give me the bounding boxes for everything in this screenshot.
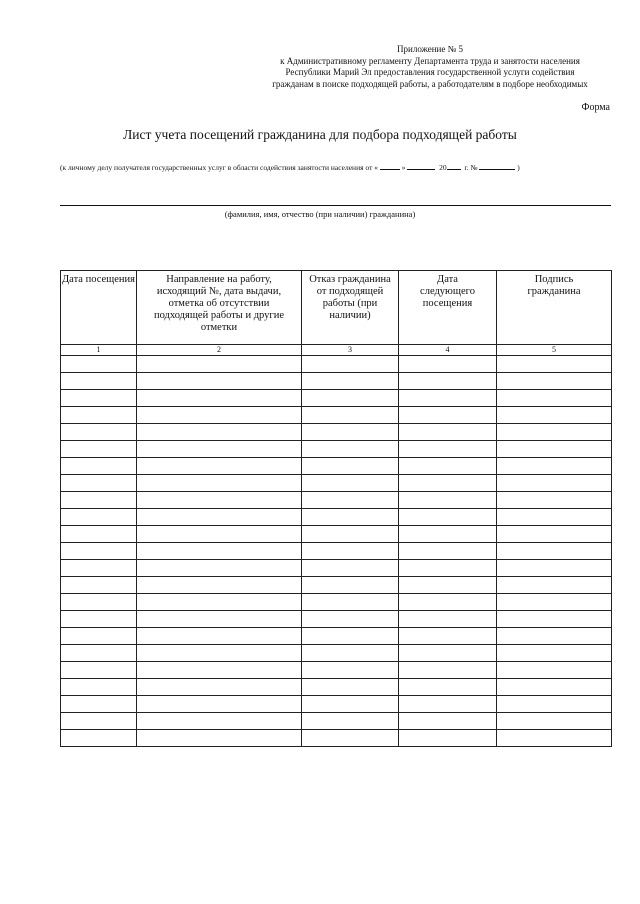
table-cell[interactable] — [399, 611, 497, 628]
table-row — [61, 730, 612, 747]
table-row — [61, 492, 612, 509]
table-cell[interactable] — [399, 679, 497, 696]
table-cell[interactable] — [497, 679, 612, 696]
table-cell[interactable] — [137, 730, 302, 747]
table-cell[interactable] — [61, 407, 137, 424]
table-cell[interactable] — [137, 492, 302, 509]
table-cell[interactable] — [302, 407, 399, 424]
table-cell[interactable] — [302, 628, 399, 645]
table-cell[interactable] — [61, 526, 137, 543]
table-cell[interactable] — [497, 407, 612, 424]
table-cell[interactable] — [497, 594, 612, 611]
table-cell[interactable] — [497, 441, 612, 458]
month-blank[interactable] — [407, 161, 435, 170]
table-cell[interactable] — [497, 424, 612, 441]
table-cell[interactable] — [399, 475, 497, 492]
header-next-visit: Дата следующего посещения — [399, 271, 497, 345]
table-cell[interactable] — [137, 594, 302, 611]
table-cell[interactable] — [302, 509, 399, 526]
table-cell[interactable] — [61, 628, 137, 645]
table-cell[interactable] — [497, 509, 612, 526]
table-cell[interactable] — [137, 628, 302, 645]
table-cell[interactable] — [399, 713, 497, 730]
table-cell[interactable] — [302, 424, 399, 441]
table-cell[interactable] — [137, 458, 302, 475]
table-cell[interactable] — [302, 577, 399, 594]
table-cell[interactable] — [61, 679, 137, 696]
table-cell[interactable] — [399, 577, 497, 594]
table-cell[interactable] — [497, 560, 612, 577]
column-number: 5 — [497, 345, 612, 356]
table-cell[interactable] — [497, 543, 612, 560]
table-cell[interactable] — [399, 645, 497, 662]
table-row — [61, 526, 612, 543]
table-cell[interactable] — [302, 543, 399, 560]
document-title: Лист учета посещений гражданина для подбора подходящей работы — [123, 127, 517, 142]
document-subtitle — [60, 161, 520, 172]
table-cell[interactable] — [399, 407, 497, 424]
table-cell[interactable] — [399, 526, 497, 543]
table-row — [61, 645, 612, 662]
table-cell[interactable] — [302, 611, 399, 628]
table-cell[interactable] — [399, 509, 497, 526]
appendix-block — [250, 44, 610, 90]
table-cell[interactable] — [137, 696, 302, 713]
table-row — [61, 356, 612, 373]
table-row — [61, 679, 612, 696]
table-cell[interactable] — [61, 424, 137, 441]
table-cell[interactable] — [497, 475, 612, 492]
table-cell[interactable] — [497, 458, 612, 475]
table-cell[interactable] — [137, 407, 302, 424]
table-row — [61, 475, 612, 492]
column-number: 4 — [399, 345, 497, 356]
table-cell[interactable] — [137, 645, 302, 662]
table-cell[interactable] — [302, 560, 399, 577]
table-row — [61, 662, 612, 679]
table-row — [61, 577, 612, 594]
column-number: 2 — [137, 345, 302, 356]
appendix-line: гражданам в поиске подходящей работы, а работодателям в подборе необходимых — [272, 78, 588, 89]
subtitle-year-suffix: г. № — [464, 163, 478, 172]
table-cell[interactable] — [497, 645, 612, 662]
table-cell[interactable] — [302, 492, 399, 509]
table-cell[interactable] — [61, 458, 137, 475]
table-cell[interactable] — [61, 475, 137, 492]
table-row — [61, 407, 612, 424]
table-cell[interactable] — [61, 492, 137, 509]
column-number: 3 — [302, 345, 399, 356]
table-cell[interactable] — [497, 577, 612, 594]
table-cell[interactable] — [497, 662, 612, 679]
table-cell[interactable] — [137, 390, 302, 407]
table-cell[interactable] — [302, 730, 399, 747]
table-row — [61, 628, 612, 645]
table-cell[interactable] — [399, 492, 497, 509]
table-cell[interactable] — [61, 696, 137, 713]
form-label: Форма — [581, 102, 610, 113]
table-row — [61, 713, 612, 730]
table-cell[interactable] — [399, 441, 497, 458]
table-cell[interactable] — [497, 628, 612, 645]
table-cell[interactable] — [399, 696, 497, 713]
table-cell[interactable] — [137, 475, 302, 492]
table-cell[interactable] — [302, 662, 399, 679]
table-cell[interactable] — [61, 441, 137, 458]
table-row — [61, 611, 612, 628]
number-blank[interactable] — [479, 161, 515, 170]
appendix-line: Приложение № 5 — [397, 44, 463, 54]
table-cell[interactable] — [302, 713, 399, 730]
table-cell[interactable] — [137, 679, 302, 696]
table-cell[interactable] — [61, 713, 137, 730]
appendix-line: к Административному регламенту Департамента труда и занятости населения — [280, 55, 580, 66]
citizen-name-caption: (фамилия, имя, отчество (при наличии) гражданина) — [224, 209, 416, 219]
table-cell[interactable] — [137, 577, 302, 594]
table-cell[interactable] — [137, 543, 302, 560]
table-cell[interactable] — [302, 458, 399, 475]
header-signature: Подпись гражданина — [497, 271, 612, 345]
table-cell[interactable] — [302, 679, 399, 696]
year-blank[interactable] — [447, 161, 461, 170]
table-cell[interactable] — [302, 645, 399, 662]
table-cell[interactable] — [497, 713, 612, 730]
table-cell[interactable] — [399, 628, 497, 645]
table-cell[interactable] — [61, 543, 137, 560]
table-row — [61, 441, 612, 458]
table-cell[interactable] — [399, 730, 497, 747]
table-row — [61, 543, 612, 560]
table-cell[interactable] — [61, 594, 137, 611]
table-cell[interactable] — [137, 441, 302, 458]
table-cell[interactable] — [61, 662, 137, 679]
table-cell[interactable] — [497, 526, 612, 543]
table-row — [61, 509, 612, 526]
table-cell[interactable] — [497, 373, 612, 390]
table-cell[interactable] — [302, 390, 399, 407]
table-cell[interactable] — [137, 662, 302, 679]
table-cell[interactable] — [137, 424, 302, 441]
table-cell[interactable] — [399, 662, 497, 679]
header-refusal: Отказ гражданина от подходящей работы (при наличии) — [302, 271, 399, 345]
table-cell[interactable] — [302, 441, 399, 458]
subtitle-year-prefix: 20 — [439, 163, 447, 172]
table-cell[interactable] — [399, 356, 497, 373]
table-cell[interactable] — [497, 492, 612, 509]
table-row — [61, 373, 612, 390]
table-cell[interactable] — [137, 356, 302, 373]
column-number: 1 — [61, 345, 137, 356]
header-referral: Направление на работу, исходящий №, дата выдачи, отметка об отсутствии подходящей работы и другие отметки — [137, 271, 302, 345]
table-cell[interactable] — [302, 696, 399, 713]
visits-table — [60, 270, 612, 747]
subtitle-quote-close: » — [401, 163, 406, 172]
table-cell[interactable] — [399, 373, 497, 390]
table-cell[interactable] — [137, 373, 302, 390]
table-cell[interactable] — [399, 390, 497, 407]
table-cell[interactable] — [399, 594, 497, 611]
table-cell[interactable] — [137, 560, 302, 577]
table-row — [61, 696, 612, 713]
table-cell[interactable] — [497, 611, 612, 628]
table-cell[interactable] — [399, 560, 497, 577]
table-row — [61, 424, 612, 441]
table-cell[interactable] — [61, 645, 137, 662]
table-row — [61, 458, 612, 475]
table-cell[interactable] — [137, 509, 302, 526]
table-cell[interactable] — [61, 390, 137, 407]
table-cell[interactable] — [302, 356, 399, 373]
table-cell[interactable] — [61, 356, 137, 373]
table-cell[interactable] — [137, 526, 302, 543]
table-cell[interactable] — [137, 713, 302, 730]
table-cell[interactable] — [497, 730, 612, 747]
column-number-row — [61, 345, 612, 356]
table-cell[interactable] — [302, 526, 399, 543]
table-cell[interactable] — [497, 390, 612, 407]
subtitle-prefix: (к личному делу получателя государственных услуг в области содействия занятости населения от « — [60, 163, 378, 172]
subtitle-close: ) — [517, 163, 520, 172]
table-cell[interactable] — [137, 611, 302, 628]
table-row — [61, 390, 612, 407]
table-cell[interactable] — [61, 560, 137, 577]
table-cell[interactable] — [302, 373, 399, 390]
table-cell[interactable] — [399, 458, 497, 475]
table-cell[interactable] — [399, 424, 497, 441]
table-cell[interactable] — [497, 356, 612, 373]
table-cell[interactable] — [497, 696, 612, 713]
table-header-row — [61, 271, 612, 345]
table-cell[interactable] — [302, 475, 399, 492]
table-cell[interactable] — [61, 730, 137, 747]
citizen-name-line[interactable] — [60, 205, 611, 206]
table-cell[interactable] — [399, 543, 497, 560]
table-cell[interactable] — [61, 509, 137, 526]
table-cell[interactable] — [61, 373, 137, 390]
day-blank[interactable] — [380, 161, 400, 170]
appendix-line: Республики Марий Эл предоставления государственной услуги содействия — [285, 67, 575, 77]
table-cell[interactable] — [61, 577, 137, 594]
table-cell[interactable] — [61, 611, 137, 628]
table-row — [61, 594, 612, 611]
table-row — [61, 560, 612, 577]
table-cell[interactable] — [302, 594, 399, 611]
header-visit-date: Дата посещения — [61, 271, 137, 345]
